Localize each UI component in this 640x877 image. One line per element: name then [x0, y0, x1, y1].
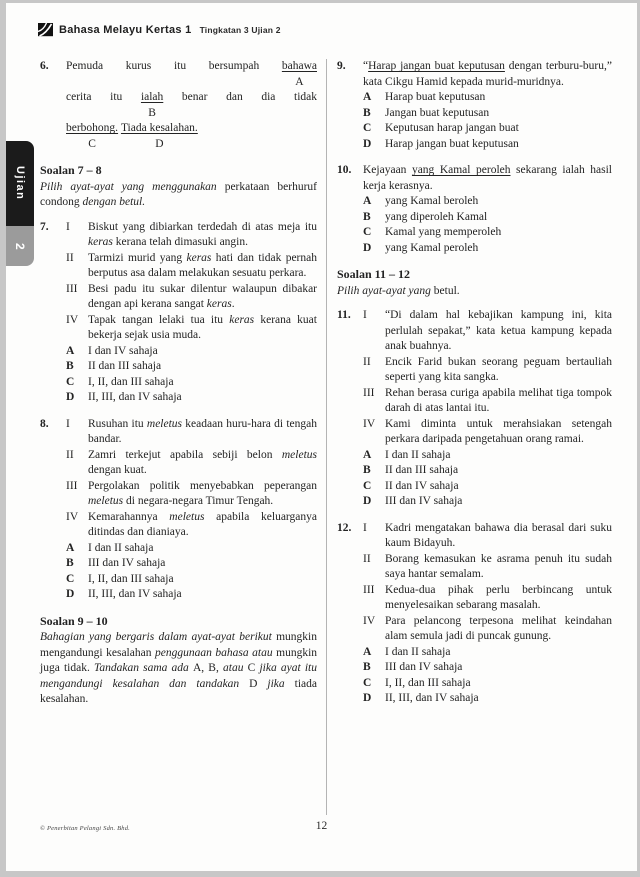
text-run: keras	[88, 236, 113, 248]
text-run: mungkin juga tidak.	[40, 646, 318, 674]
question-12-option-D	[363, 691, 612, 707]
statement-text	[385, 614, 612, 645]
question-10-body	[363, 163, 612, 256]
option-letter: A	[363, 195, 372, 207]
option-text: yang Kamal beroleh	[385, 195, 479, 207]
text-run: Pergolakan politik menyebabkan peperangan	[88, 479, 317, 492]
option-letter: C	[66, 572, 75, 585]
text-run: yang Kamal peroleh	[411, 164, 511, 176]
text-run: A, B,	[192, 662, 224, 674]
option-text: II dan III sahaja	[88, 360, 162, 372]
statement-numeral: II	[363, 355, 371, 368]
option-letter: B	[363, 464, 371, 476]
question-11-statement-III	[363, 386, 612, 417]
text-run: keras	[186, 251, 212, 264]
question-8-statement-IV	[66, 510, 317, 541]
text-run: Rehan berasa curiga apabila melihat tiga tompok darah di atas lantai itu.	[385, 386, 612, 414]
option-text: yang Kamal peroleh	[385, 241, 479, 254]
question-11-option-B	[363, 463, 612, 479]
text-run: kerana kuat bekerja sejak usia muda.	[88, 313, 317, 341]
text-run: dengan terburu-buru,” kata Cikgu Hamid kepada murid-muridnya.	[363, 60, 612, 88]
text-run: dengan betul.	[82, 196, 146, 208]
question-8-statement-II	[66, 448, 317, 479]
option-letter: A	[363, 91, 372, 103]
text-run: Bahagian yang bergaris dalam ayat-ayat berikut	[40, 631, 272, 643]
section-9-10	[40, 614, 317, 708]
option-text: II, III, dan IV sahaja	[385, 692, 479, 704]
question-8-option-A	[66, 541, 317, 557]
statement-text	[88, 417, 317, 448]
question-7-option-B	[66, 359, 317, 375]
option-letter: D	[66, 588, 75, 600]
text-run: Pilih ayat-ayat yang menggunakan	[40, 180, 217, 193]
text-run: Zamri terkejut apabila sebiji belon	[88, 448, 282, 461]
question-12-statement-III	[363, 583, 612, 614]
text-run: D	[249, 677, 268, 690]
publisher-logo-icon	[38, 23, 53, 37]
statement-numeral: I	[66, 220, 70, 233]
question-8-statement-III	[66, 479, 317, 510]
option-text: III dan IV sahaja	[385, 661, 463, 673]
option-letter: D	[66, 391, 75, 403]
statement-numeral: III	[66, 282, 78, 295]
text-run: cerita itu	[66, 91, 141, 103]
text-run: Besi padu itu sukar dilentur walaupun dibakar dengan api kerana sangat	[88, 282, 317, 310]
question-7-statement-III	[66, 282, 317, 313]
statement-text	[88, 479, 317, 510]
text-run: tiada kesalahan.	[40, 677, 317, 705]
question-8-option-B	[66, 556, 317, 572]
question-7-option-D	[66, 390, 317, 406]
question-11-statement-I	[363, 308, 612, 355]
option-letter: C	[363, 479, 372, 492]
text-run: Kadri mengatakan bahawa dia berasal dari suku kaum Bidayuh.	[385, 521, 612, 549]
text-run: jika ayat itu mengandungi kesalahan dan tandakan	[40, 662, 317, 690]
statement-numeral: I	[66, 417, 70, 430]
question-12-statement-I	[363, 521, 612, 552]
question-8-option-C	[66, 572, 317, 588]
option-letter: D	[363, 692, 372, 704]
text-run: keadaan huru-hara di tengah bandar.	[88, 417, 317, 445]
exam-content	[40, 59, 612, 815]
underlined-phrase-with-marker	[66, 121, 118, 152]
text-run: meletus	[146, 417, 183, 430]
statement-numeral: IV	[66, 510, 79, 523]
text-run: meletus	[169, 510, 205, 523]
marker-letter: A	[295, 75, 304, 88]
option-letter: C	[363, 676, 372, 689]
question-8-statement-I	[66, 417, 317, 448]
text-run: Para pelancong terpesona melihat keindahan alam semula jadi di puncak gunung.	[385, 614, 612, 642]
side-tab-upper	[6, 141, 34, 226]
question-7	[40, 220, 317, 406]
question-11-option-A	[363, 448, 612, 464]
underlined-phrase: ialah	[140, 91, 164, 103]
text-run: Tapak tangan lelaki tua itu	[88, 313, 230, 326]
question-number: 7.	[40, 220, 49, 233]
statement-numeral: IV	[363, 614, 376, 627]
question-number: 10.	[337, 164, 352, 176]
question-10-option-C	[363, 225, 612, 241]
option-letter: B	[363, 106, 371, 119]
stem-line	[66, 90, 317, 121]
text-run: apabila keluarganya ditindas dan dianiaya.	[88, 510, 317, 538]
question-7-statement-II	[66, 251, 317, 282]
text-run: betul.	[430, 284, 460, 297]
question-7-statement-I	[66, 220, 317, 251]
option-text: III dan IV sahaja	[88, 557, 166, 569]
text-run: Tarmizi murid yang	[88, 251, 187, 264]
option-text: II, III, dan IV sahaja	[88, 391, 182, 403]
text-run: Encik Farid bukan seorang peguam bertauliah seperti yang kita sangka.	[385, 355, 612, 383]
option-letter: B	[363, 210, 371, 223]
option-letter: C	[363, 122, 372, 134]
statement-numeral: II	[66, 448, 74, 461]
text-run: Borang kemasukan ke asrama penuh itu sudah saya hantar semalam.	[385, 552, 612, 580]
text-run: keras	[206, 298, 232, 310]
text-run: Biskut yang dibiarkan terdedah di atas meja itu	[88, 220, 317, 233]
statement-text	[385, 386, 612, 417]
question-11-statement-II	[363, 355, 612, 386]
text-run: Rusuhan itu	[88, 417, 147, 430]
section-7-8	[40, 163, 317, 211]
statement-text	[385, 552, 612, 583]
question-11-option-C	[363, 479, 612, 495]
side-tab-label: Ujian	[14, 166, 26, 201]
section-instruction	[40, 180, 317, 211]
underlined-phrase: berbohong.	[66, 122, 119, 134]
question-12-option-B	[363, 660, 612, 676]
stem-line	[66, 59, 317, 90]
question-9-option-A	[363, 90, 612, 106]
marker-letter: B	[148, 106, 156, 119]
question-7-body	[66, 220, 317, 406]
option-text: I, II, dan III sahaja	[88, 375, 174, 388]
text-run: atau	[223, 662, 248, 674]
option-letter: D	[363, 241, 372, 254]
text-run: jika	[267, 677, 285, 690]
option-text: Harap buat keputusan	[385, 91, 486, 103]
question-9-option-B	[363, 106, 612, 122]
option-letter: A	[363, 448, 372, 461]
option-letter: A	[363, 645, 372, 658]
question-11	[337, 308, 612, 510]
paper-subtitle: Tingkatan 3 Ujian 2	[199, 25, 281, 35]
option-text: yang diperoleh Kamal	[385, 210, 488, 223]
option-text: I dan II sahaja	[88, 541, 154, 554]
statement-text	[88, 282, 317, 313]
question-7-option-A	[66, 344, 317, 360]
option-letter: C	[66, 375, 75, 388]
underlined-phrase: Tiada kesalahan.	[120, 122, 198, 134]
question-12-option-A	[363, 645, 612, 661]
text-run: Kedua-dua pihak perlu berbincang untuk menyelesaikan sebarang masalah.	[385, 583, 612, 611]
section-instruction	[40, 630, 317, 708]
question-7-statement-IV	[66, 313, 317, 344]
text-run: Pemuda kurus itu bersumpah	[66, 60, 282, 72]
option-letter: B	[363, 661, 371, 673]
marker-letter: C	[88, 137, 96, 150]
underlined-phrase: bahawa	[281, 60, 317, 72]
statement-text	[385, 417, 612, 448]
statement-text	[88, 448, 317, 479]
statement-text	[88, 510, 317, 541]
statement-numeral: II	[66, 251, 74, 264]
question-stem	[363, 163, 612, 194]
marker-letter: D	[155, 137, 164, 150]
question-8-body	[66, 417, 317, 603]
section-title: Soalan 7 – 8	[40, 163, 102, 177]
option-text: I, II, dan III sahaja	[385, 676, 471, 689]
text-run: meletus	[88, 495, 124, 507]
section-instruction	[337, 284, 612, 300]
underlined-phrase-with-marker	[282, 59, 317, 90]
question-number: 12.	[337, 521, 352, 534]
statement-numeral: III	[363, 583, 375, 596]
question-11-body	[363, 308, 612, 510]
question-10-option-B	[363, 210, 612, 226]
option-letter: C	[363, 226, 372, 238]
question-11-option-D	[363, 494, 612, 510]
text-run: Kami diminta untuk merahsiakan setengah perkara daripada pengetahuan orang ramai.	[385, 417, 612, 445]
text-run: “	[363, 60, 369, 72]
text-run: keras	[229, 313, 255, 326]
question-10	[337, 163, 612, 256]
exam-page	[6, 3, 637, 871]
section-11-12	[337, 267, 612, 299]
text-run: C	[247, 662, 260, 674]
page-number: 12	[315, 820, 328, 832]
text-run: kerana telah dimasuki angin.	[112, 236, 249, 248]
section-title: Soalan 9 – 10	[40, 613, 108, 628]
text-run: meletus	[281, 448, 317, 461]
question-8-option-D	[66, 587, 317, 603]
question-11-statement-IV	[363, 417, 612, 448]
option-text: Keputusan harap jangan buat	[385, 122, 519, 134]
option-text: Harap jangan buat keputusan	[385, 137, 519, 150]
text-run: Pilih ayat-ayat yang	[337, 284, 431, 297]
option-text: I, II, dan III sahaja	[88, 572, 174, 585]
statement-numeral: IV	[66, 313, 79, 326]
statement-text	[385, 521, 612, 552]
option-letter: B	[66, 360, 74, 372]
question-stem	[363, 59, 612, 90]
question-12-statement-IV	[363, 614, 612, 645]
option-text: I dan II sahaja	[385, 448, 451, 461]
question-10-option-A	[363, 194, 612, 210]
side-tab-lower	[6, 226, 34, 266]
page-header	[38, 23, 281, 37]
text-run: penggunaan bahasa atau	[155, 646, 273, 659]
question-number: 11.	[337, 309, 351, 321]
question-number: 8.	[40, 417, 49, 430]
question-12	[337, 521, 612, 707]
right-column	[327, 59, 612, 815]
option-text: Kamal yang memperoleh	[385, 226, 502, 238]
text-run: Tandakan sama ada	[94, 662, 193, 674]
option-text: II dan IV sahaja	[385, 479, 459, 492]
question-9	[337, 59, 612, 152]
statement-text	[88, 251, 317, 282]
statement-numeral: II	[363, 552, 371, 565]
question-6	[40, 59, 317, 152]
left-column	[40, 59, 327, 815]
statement-text	[385, 308, 612, 355]
statement-numeral: III	[363, 386, 375, 399]
underlined-phrase-with-marker	[121, 121, 198, 152]
question-12-option-C	[363, 676, 612, 692]
option-letter: A	[66, 541, 75, 554]
option-text: II dan III sahaja	[385, 464, 459, 476]
paper-title: Bahasa Melayu Kertas 1	[59, 24, 192, 36]
question-number: 6.	[40, 60, 49, 72]
statement-text	[385, 355, 612, 386]
statement-text	[88, 313, 317, 344]
text-run: Kejayaan	[363, 164, 412, 176]
statement-numeral: III	[66, 479, 78, 492]
question-number: 9.	[337, 60, 346, 72]
option-text: III dan IV sahaja	[385, 495, 463, 507]
option-letter: D	[363, 495, 372, 507]
option-letter: B	[66, 557, 74, 569]
text-run: hati dan tidak pernah berputus asa dalam melakukan sesuatu perkara.	[88, 251, 317, 279]
statement-numeral: I	[363, 309, 367, 321]
option-letter: A	[66, 344, 75, 357]
text-run: dengan kuat.	[88, 464, 147, 476]
option-text: Jangan buat keputusan	[385, 106, 490, 119]
copyright-notice: © Penerbitan Pelangi Sdn. Bhd.	[40, 825, 131, 832]
question-9-option-D	[363, 137, 612, 153]
option-text: I dan II sahaja	[385, 645, 451, 658]
text-run: sekarang ialah hasil kerja kerasnya.	[363, 164, 613, 192]
question-10-option-D	[363, 241, 612, 257]
question-9-body	[363, 59, 612, 152]
option-text: II, III, dan IV sahaja	[88, 588, 182, 600]
statement-text	[385, 583, 612, 614]
statement-numeral: IV	[363, 417, 376, 430]
side-tab-number: 2	[13, 242, 27, 250]
question-9-option-C	[363, 121, 612, 137]
text-run: mungkin mengandungi kesalahan	[40, 631, 318, 659]
question-12-body	[363, 521, 612, 707]
text-run: .	[231, 298, 235, 310]
text-run: benar dan dia tidak	[163, 91, 317, 103]
stem-line	[66, 121, 317, 152]
question-6-body	[66, 59, 317, 152]
text-run: di negara-negara Timur Tengah.	[123, 495, 274, 507]
text-run: perkataan berhuruf condong	[40, 180, 317, 208]
section-title: Soalan 11 – 12	[337, 267, 411, 281]
side-tab-ujian-2	[6, 141, 34, 266]
text-run: “Di dalam hal kebajikan kampung ini, kita perlulah sepakat,” kata ketua kampung kepada anak buahnya.	[385, 309, 612, 352]
text-run: Kemarahannya	[88, 510, 170, 523]
option-text: I dan IV sahaja	[88, 344, 158, 357]
question-7-option-C	[66, 375, 317, 391]
question-12-statement-II	[363, 552, 612, 583]
statement-numeral: I	[363, 521, 367, 534]
question-8	[40, 417, 317, 603]
option-letter: D	[363, 137, 372, 150]
statement-text	[88, 220, 317, 251]
text-run: Harap jangan buat keputusan	[368, 60, 505, 72]
underlined-phrase-with-marker	[141, 90, 163, 121]
